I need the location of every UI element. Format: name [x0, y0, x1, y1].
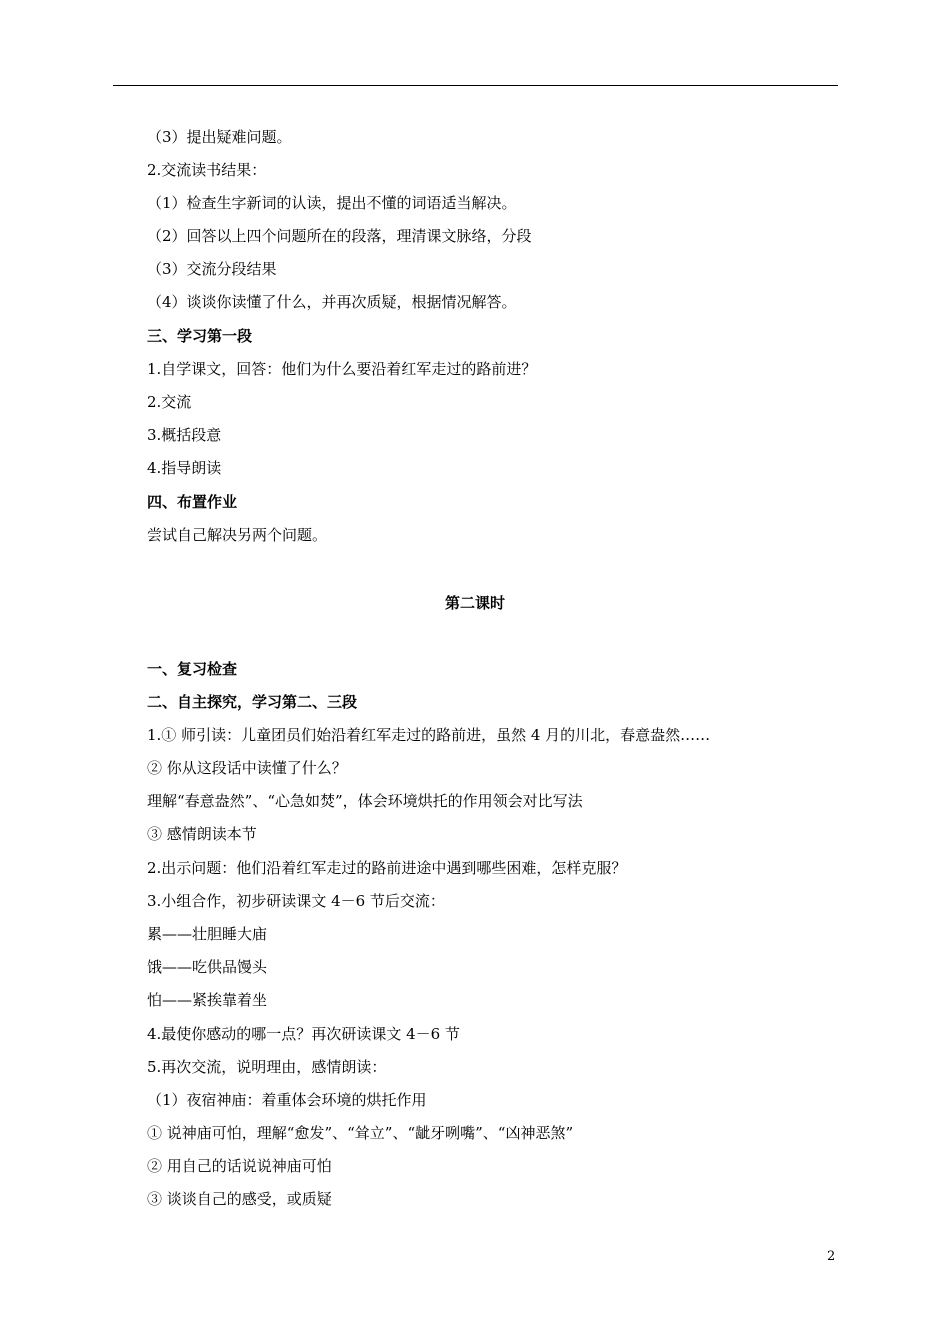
- text-line: 4.指导朗读: [147, 459, 222, 477]
- text-line: 理解“春意盎然”、“心急如焚”，体会环境烘托的作用领会对比写法: [147, 792, 583, 810]
- text-line: 尝试自己解决另两个问题。: [147, 526, 328, 544]
- text-line: 累——壮胆睡大庙: [147, 925, 268, 943]
- text-line: 3.小组合作，初步研读课文 4－6 节后交流：: [147, 892, 445, 910]
- section-heading: 二、自主探究，学习第二、三段: [147, 693, 358, 711]
- text-line: 怕——紧挨靠着坐: [147, 991, 268, 1009]
- lesson-title: 第二课时: [444, 594, 505, 612]
- text-line: ② 用自己的话说说神庙可怕: [147, 1157, 332, 1175]
- text-line: （3）交流分段结果: [147, 260, 277, 278]
- section-heading: 三、学习第一段: [147, 327, 253, 345]
- text-line: 4.最使你感动的哪一点？再次研读课文 4－6 节: [147, 1025, 460, 1043]
- text-line: （1）夜宿神庙：着重体会环境的烘托作用: [147, 1091, 427, 1109]
- text-line: 1.① 师引读：儿童团员们始沿着红军走过的路前进，虽然 4 月的川北，春意盎然……: [147, 726, 711, 744]
- text-line: ② 你从这段话中读懂了什么？: [147, 759, 347, 777]
- text-line: 2.交流: [147, 393, 192, 411]
- text-line: 2.出示问题：他们沿着红军走过的路前进途中遇到哪些困难，怎样克服？: [147, 859, 627, 877]
- text-line: （4）谈谈你读懂了什么，并再次质疑，根据情况解答。: [147, 293, 517, 311]
- text-line: 5.再次交流，说明理由，感情朗读：: [147, 1058, 387, 1076]
- text-line: ③ 感情朗读本节: [147, 825, 257, 843]
- text-line: ③ 谈谈自己的感受，或质疑: [147, 1190, 332, 1208]
- header-rule: [113, 85, 838, 86]
- text-line: （2）回答以上四个问题所在的段落，理清课文脉络，分段: [147, 227, 532, 245]
- section-heading: 一、复习检查: [147, 660, 238, 678]
- text-line: ① 说神庙可怕，理解“愈发”、“耸立”、“龇牙咧嘴”、“凶神恶煞”: [147, 1124, 574, 1142]
- page-number: 2: [827, 1249, 836, 1264]
- section-heading: 四、布置作业: [147, 493, 238, 511]
- text-line: 3.概括段意: [147, 426, 222, 444]
- text-line: （3）提出疑难问题。: [147, 128, 292, 146]
- text-line: 饿——吃供品馒头: [147, 958, 268, 976]
- text-line: 2.交流读书结果：: [147, 161, 267, 179]
- text-line: （1）检查生字新词的认读，提出不懂的词语适当解决。: [147, 194, 517, 212]
- text-line: 1.自学课文，回答：他们为什么要沿着红军走过的路前进？: [147, 360, 537, 378]
